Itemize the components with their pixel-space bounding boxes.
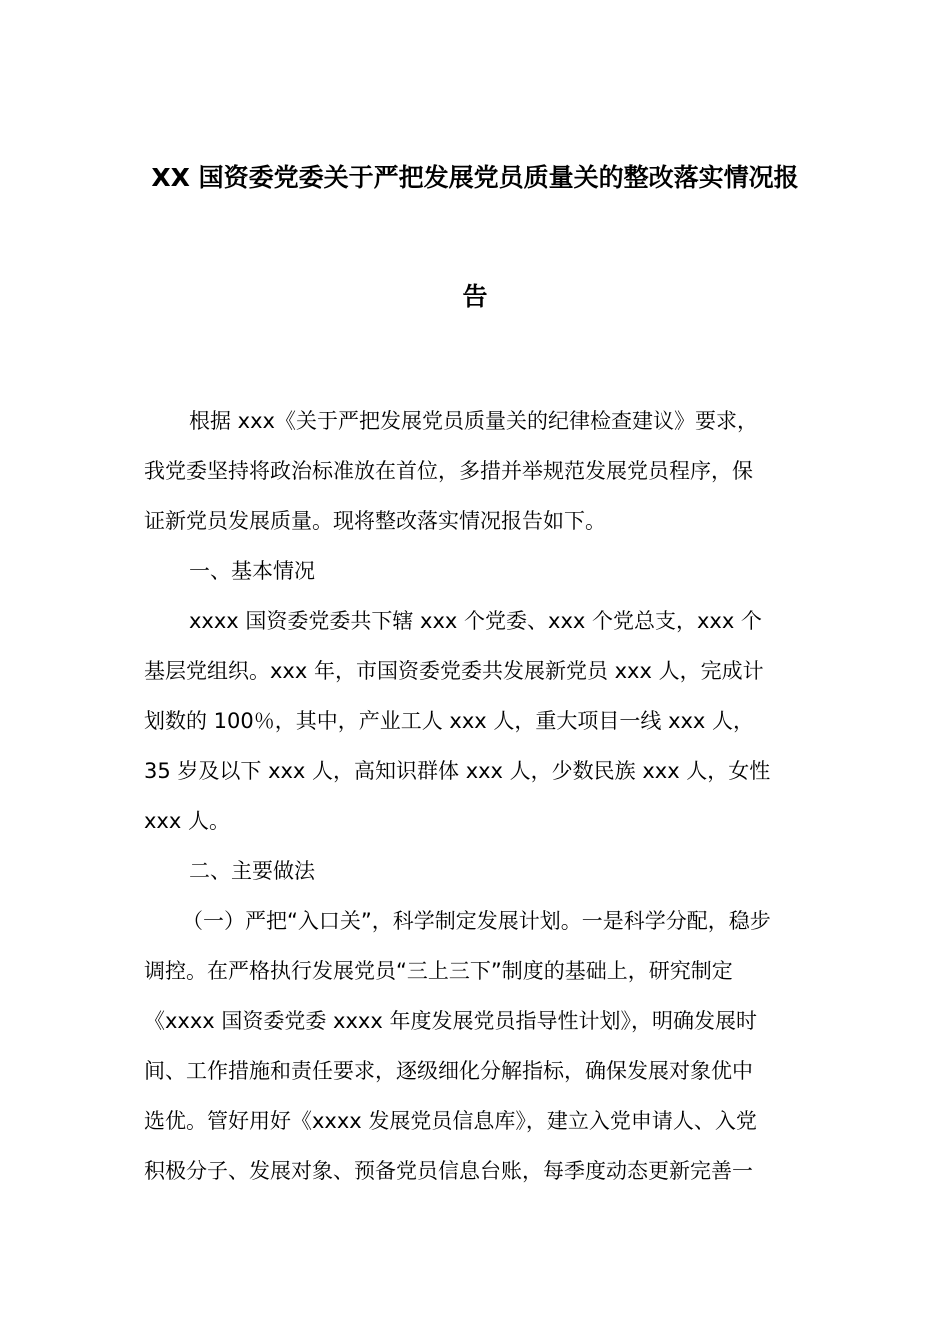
body-line: 《xxxx 国资委党委 xxxx 年度发展党员指导性计划》，明确发展时: [144, 1009, 757, 1033]
document-title-line-2: 告: [462, 282, 488, 311]
body-line: 我党委坚持将政治标准放在首位，多措并举规范发展党员程序，保: [144, 459, 753, 483]
body-line: 35 岁及以下 xxx 人，高知识群体 xxx 人，少数民族 xxx 人，女性: [144, 759, 771, 783]
body-line: xxx 人。: [144, 809, 230, 833]
body-line: 划数的 100％，其中，产业工人 xxx 人，重大项目一线 xxx 人，: [144, 709, 755, 733]
body-line: 间、工作措施和责任要求，逐级细化分解指标，确保发展对象优中: [144, 1059, 753, 1083]
section-heading-practices: 二、主要做法: [189, 859, 315, 883]
body-line: 根据 xxx《关于严把发展党员质量关的纪律检查建议》要求，: [189, 409, 758, 433]
body-line: 证新党员发展质量。现将整改落实情况报告如下。: [144, 509, 606, 533]
body-line: 选优。管好用好《xxxx 发展党员信息库》，建立入党申请人、入党: [144, 1109, 757, 1133]
body-line: （一）严把“入口关”，科学制定发展计划。一是科学分配，稳步: [182, 909, 771, 933]
body-line: 基层党组织。xxx 年，市国资委党委共发展新党员 xxx 人，完成计: [144, 659, 764, 683]
body-line: 调控。在严格执行发展党员“三上三下”制度的基础上，研究制定: [144, 959, 733, 983]
document-title-line-1: XX 国资委党委关于严把发展党员质量关的整改落实情况报: [151, 163, 799, 192]
section-heading-basic: 一、基本情况: [189, 559, 315, 583]
body-line: 积极分子、发展对象、预备党员信息台账，每季度动态更新完善一: [144, 1159, 753, 1183]
body-line: xxxx 国资委党委共下辖 xxx 个党委、xxx 个党总支，xxx 个: [189, 609, 762, 633]
